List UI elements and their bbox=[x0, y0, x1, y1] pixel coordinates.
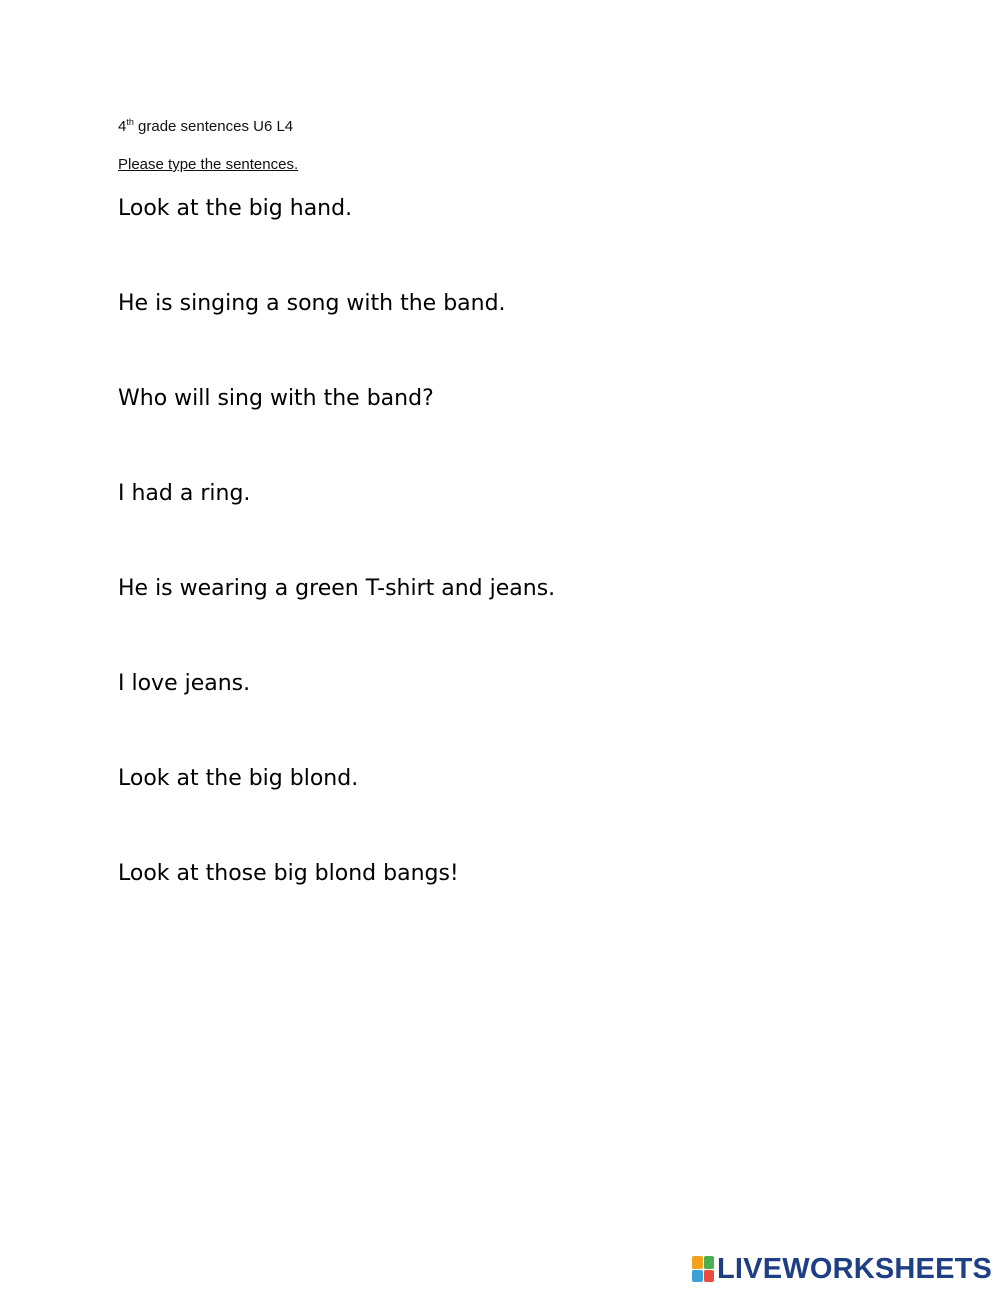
grade-number: 4 bbox=[118, 118, 127, 135]
sentence-item: He is wearing a green T-shirt and jeans. bbox=[118, 576, 556, 601]
sentence-item: Look at the big blond. bbox=[118, 766, 359, 791]
sentence-item: He is singing a song with the band. bbox=[118, 291, 506, 316]
sentence-list bbox=[118, 194, 555, 954]
sentence-item: Look at the big hand. bbox=[118, 196, 353, 221]
sentence-item: I love jeans. bbox=[118, 671, 251, 696]
grade-suffix: th bbox=[126, 117, 134, 127]
sentence-item: Who will sing with the band? bbox=[118, 386, 434, 411]
brand-name: LIVEWORKSHEETS bbox=[717, 1252, 993, 1285]
logo-tile bbox=[704, 1256, 715, 1269]
brand-mark-icon bbox=[692, 1256, 714, 1282]
sentence-item: Look at those big blond bangs! bbox=[118, 861, 459, 886]
liveworksheets-logo[interactable] bbox=[692, 1252, 992, 1286]
sentence-item: I had a ring. bbox=[118, 481, 251, 506]
logo-tile bbox=[704, 1270, 715, 1283]
logo-tile bbox=[692, 1270, 703, 1283]
worksheet-title bbox=[118, 118, 293, 135]
instruction-text: Please type the sentences. bbox=[118, 156, 299, 173]
logo-tile bbox=[692, 1256, 703, 1269]
title-text: grade sentences U6 L4 bbox=[133, 118, 294, 135]
